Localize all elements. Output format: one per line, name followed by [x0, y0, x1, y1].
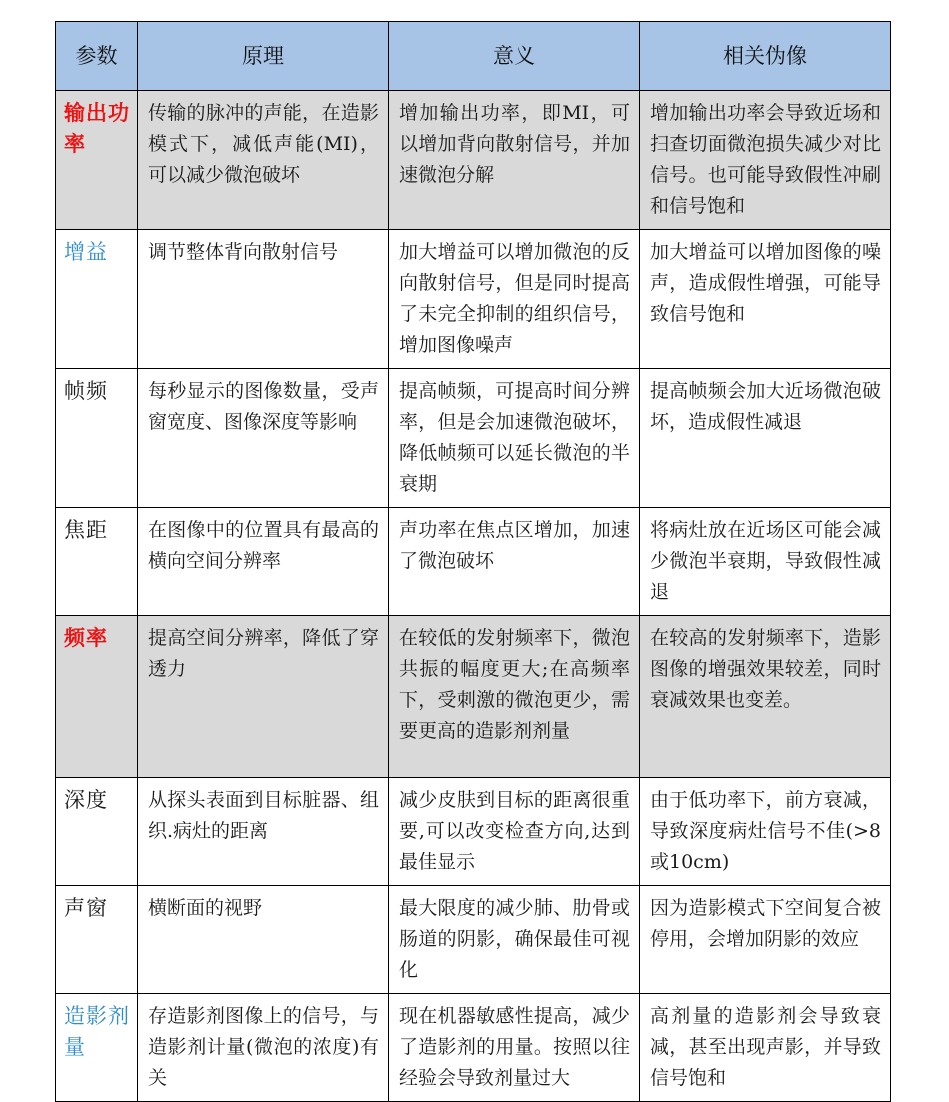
header-principle: 原理	[138, 22, 389, 91]
artifact-cell: 因为造影模式下空间复合被停用，会增加阴影的效应	[640, 886, 891, 994]
parameter-name: 深度	[56, 778, 138, 886]
artifact-cell: 提高帧频会加大近场微泡破坏，造成假性减退	[640, 369, 891, 508]
artifact-cell: 将病灶放在近场区可能会减少微泡半衰期，导致假性减退	[640, 508, 891, 616]
principle-cell: 横断面的视野	[138, 886, 389, 994]
parameter-name: 增益	[56, 230, 138, 369]
principle-cell: 每秒显示的图像数量，受声窗宽度、图像深度等影响	[138, 369, 389, 508]
meaning-cell: 现在机器敏感性提高，减少了造影剂的用量。按照以往经验会导致剂量过大	[389, 994, 640, 1102]
artifact-cell: 由于低功率下，前方衰减，导致深度病灶信号不佳(>8或10cm)	[640, 778, 891, 886]
parameter-name: 焦距	[56, 508, 138, 616]
meaning-cell: 声功率在焦点区增加，加速了微泡破坏	[389, 508, 640, 616]
artifact-cell: 增加输出功率会导致近场和扫查切面微泡损失减少对比信号。也可能导致假性冲刷和信号饱和	[640, 91, 891, 230]
parameter-name: 造影剂量	[56, 994, 138, 1102]
parameter-name: 声窗	[56, 886, 138, 994]
header-artifact: 相关伪像	[640, 22, 891, 91]
table-row	[56, 886, 891, 994]
parameter-table	[55, 21, 891, 1102]
meaning-cell: 在较低的发射频率下，微泡共振的幅度更大;在高频率下，受刺激的微泡更少，需要更高的造影剂剂量	[389, 616, 640, 778]
table-header-row	[56, 22, 891, 91]
principle-cell: 存造影剂图像上的信号，与造影剂计量(微泡的浓度)有关	[138, 994, 389, 1102]
table-row	[56, 778, 891, 886]
principle-cell: 传输的脉冲的声能，在造影模式下，减低声能(MI)，可以减少微泡破坏	[138, 91, 389, 230]
principle-cell: 在图像中的位置具有最高的横向空间分辨率	[138, 508, 389, 616]
parameter-name: 频率	[56, 616, 138, 778]
artifact-cell: 加大增益可以增加图像的噪声，造成假性增强，可能导致信号饱和	[640, 230, 891, 369]
meaning-cell: 增加输出功率，即MI，可以增加背向散射信号，并加速微泡分解	[389, 91, 640, 230]
meaning-cell: 减少皮肤到目标的距离很重要,可以改变检查方向,达到最佳显示	[389, 778, 640, 886]
parameter-name: 帧频	[56, 369, 138, 508]
table-row	[56, 91, 891, 230]
principle-cell: 提高空间分辨率，降低了穿透力	[138, 616, 389, 778]
meaning-cell: 提高帧频，可提高时间分辨率，但是会加速微泡破坏，降低帧频可以延长微泡的半衰期	[389, 369, 640, 508]
artifact-cell: 在较高的发射频率下，造影图像的增强效果较差，同时衰减效果也变差。	[640, 616, 891, 778]
table-row	[56, 230, 891, 369]
parameter-name: 输出功率	[56, 91, 138, 230]
header-parameter: 参数	[56, 22, 138, 91]
table-row	[56, 994, 891, 1102]
meaning-cell: 加大增益可以增加微泡的反向散射信号，但是同时提高了未完全抑制的组织信号，增加图像噪声	[389, 230, 640, 369]
table-row	[56, 508, 891, 616]
header-meaning: 意义	[389, 22, 640, 91]
meaning-cell: 最大限度的减少肺、肋骨或肠道的阴影，确保最佳可视化	[389, 886, 640, 994]
artifact-cell: 高剂量的造影剂会导致衰减，甚至出现声影，并导致信号饱和	[640, 994, 891, 1102]
principle-cell: 从探头表面到目标脏器、组织.病灶的距离	[138, 778, 389, 886]
table-row	[56, 369, 891, 508]
table-row	[56, 616, 891, 778]
principle-cell: 调节整体背向散射信号	[138, 230, 389, 369]
